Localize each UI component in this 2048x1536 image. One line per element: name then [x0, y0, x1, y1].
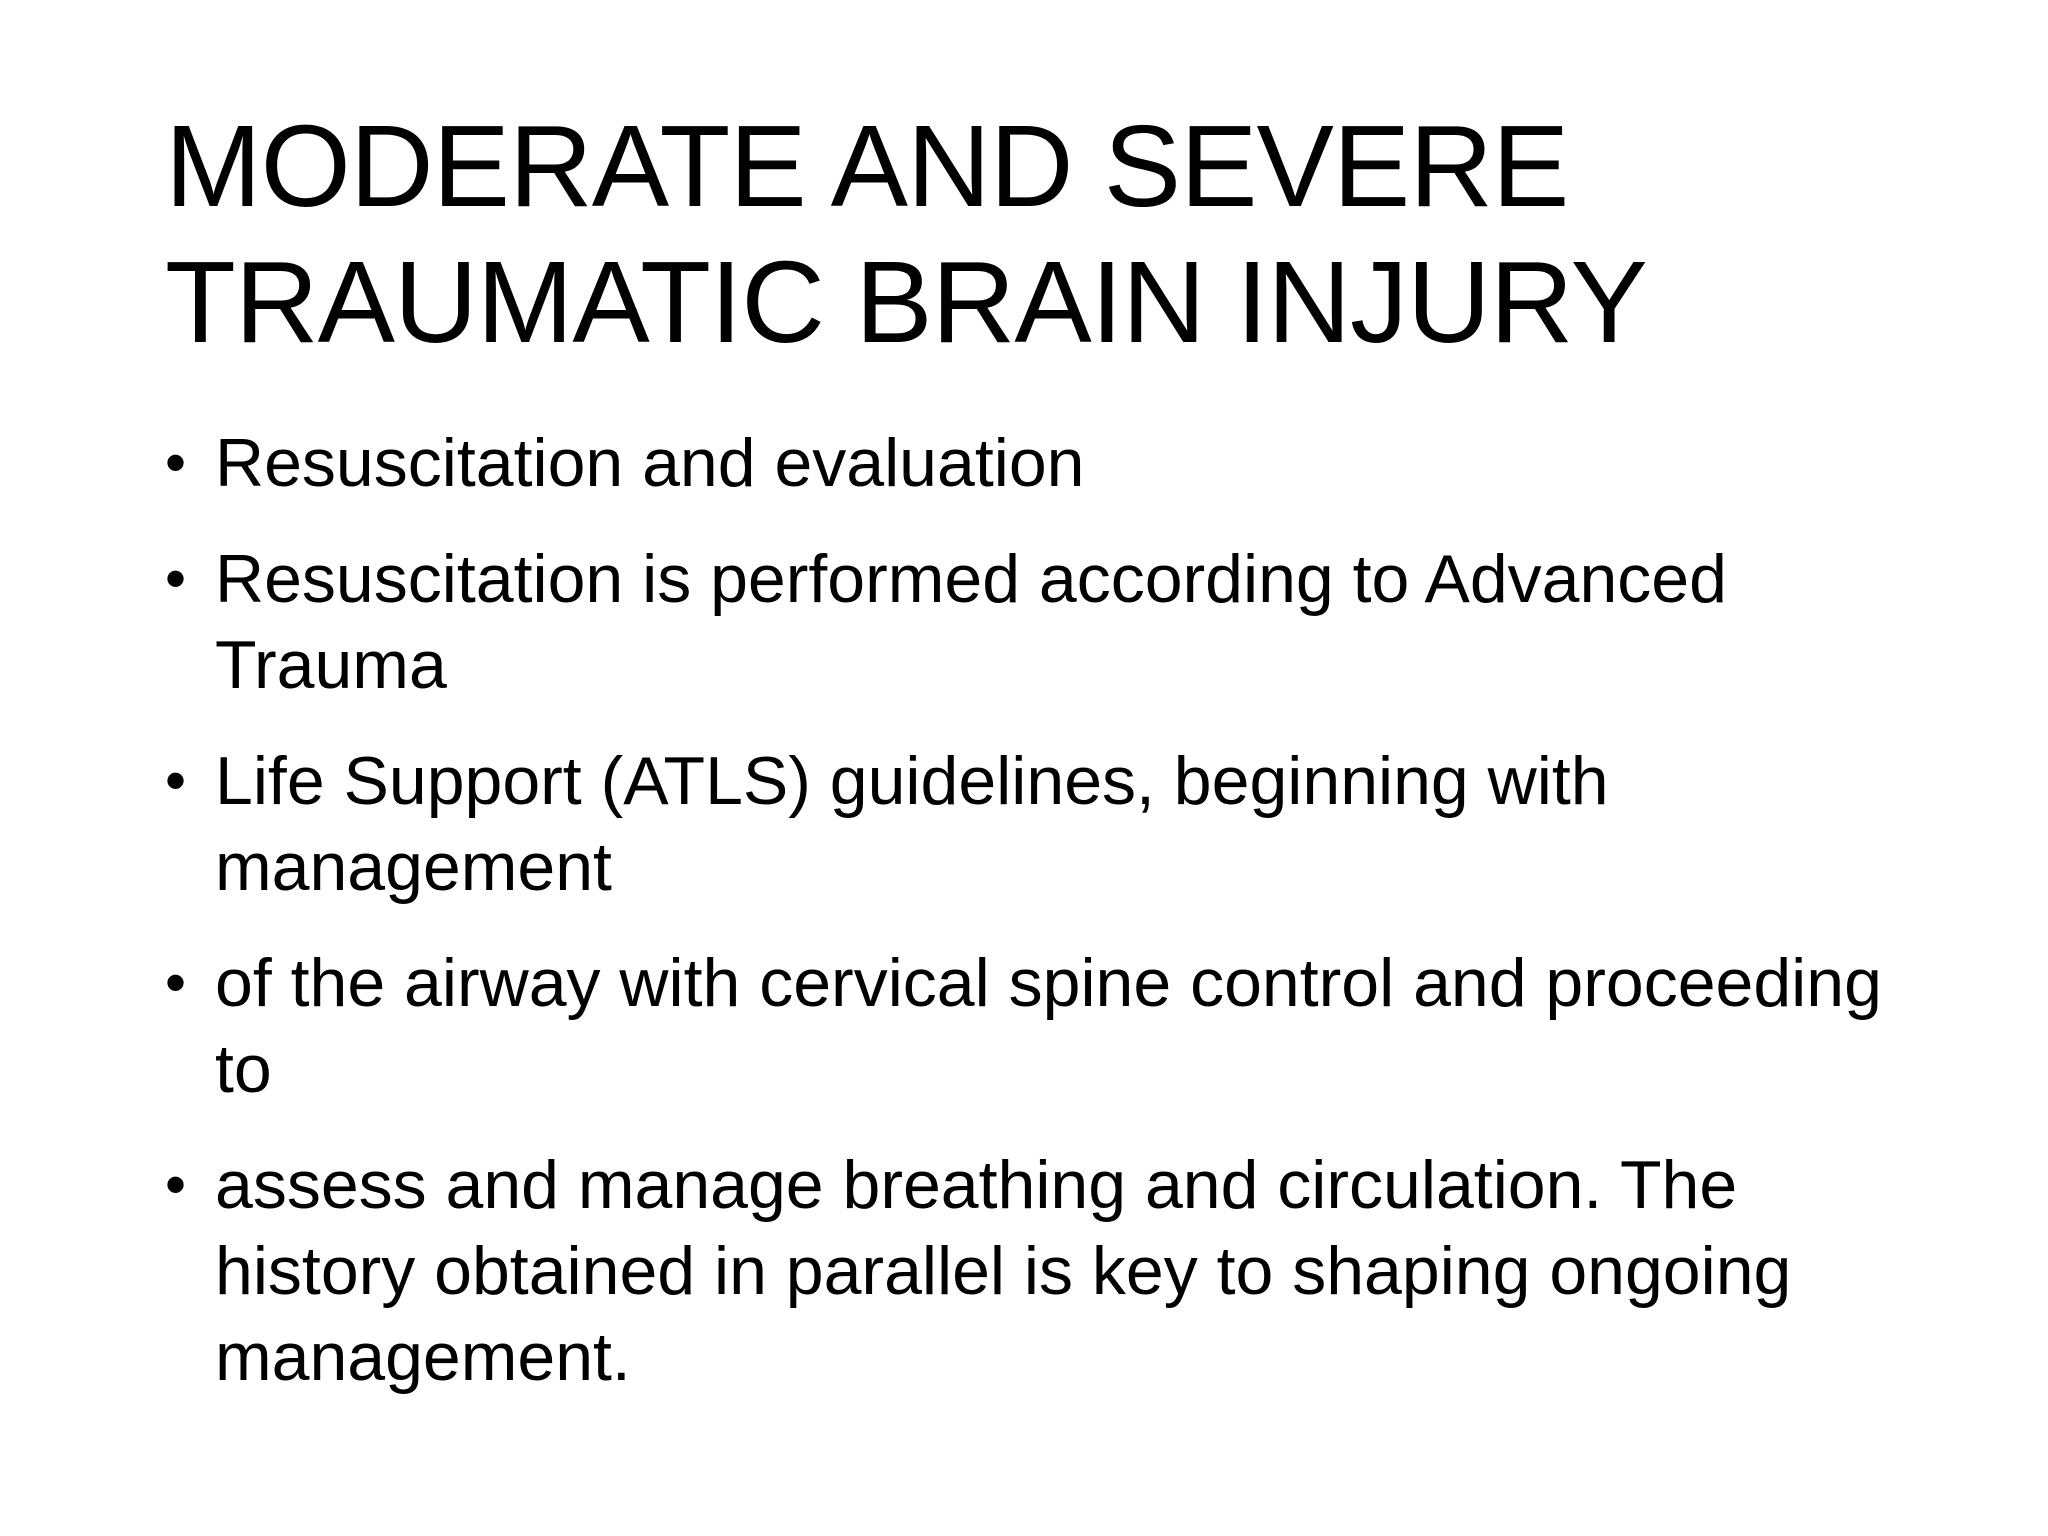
- bullet-dot-icon: •: [165, 545, 187, 612]
- bullet-text-3: Life Support (ATLS) guidelines, beginning with management: [215, 743, 1609, 905]
- bullet-item-2: [165, 536, 1885, 708]
- bullet-dot-icon: •: [165, 1151, 187, 1218]
- slide-title-line-1: MODERATE AND SEVERE: [165, 101, 1569, 231]
- bullet-text-1: Resuscitation and evaluation: [215, 425, 1085, 501]
- bullet-text-2: Resuscitation is performed according to Advanced Trauma: [215, 541, 1727, 703]
- slide-title: [165, 98, 1865, 370]
- bullet-item-5: [165, 1142, 1885, 1400]
- slide-title-line-2: TRAUMATIC BRAIN INJURY: [165, 237, 1647, 367]
- bullet-dot-icon: •: [165, 747, 187, 814]
- bullet-dot-icon: •: [165, 429, 187, 496]
- bullet-dot-icon: •: [165, 949, 187, 1016]
- bullet-item-3: [165, 738, 1885, 910]
- bullet-list: [165, 420, 1885, 1430]
- bullet-text-4: of the airway with cervical spine control and proceeding to: [215, 945, 1882, 1107]
- bullet-text-5: assess and manage breathing and circulation. The history obtained in parallel is key to shaping ongoing management.: [215, 1147, 1792, 1395]
- bullet-item-4: [165, 940, 1885, 1112]
- bullet-item-1: [165, 420, 1885, 506]
